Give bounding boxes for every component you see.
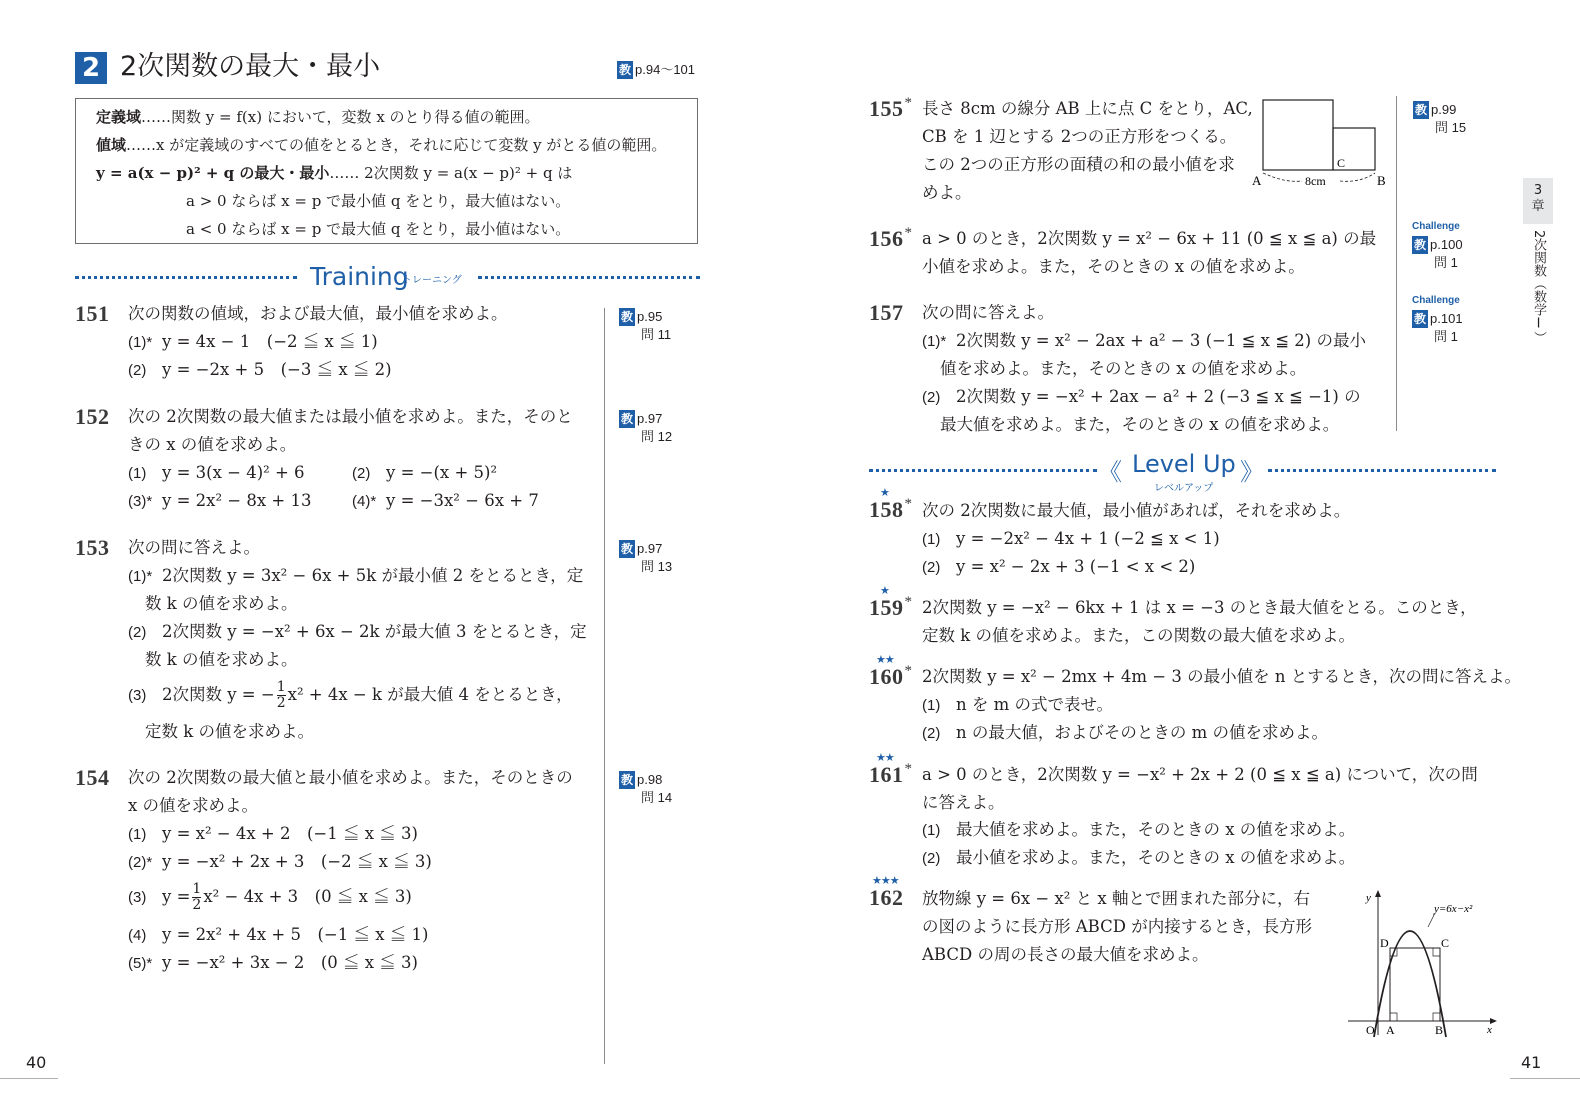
chapter-number: 3章: [1531, 183, 1545, 214]
problem-153-ref: [619, 540, 672, 576]
label-c: C: [1337, 156, 1346, 170]
definition-row: [96, 187, 697, 215]
num-text: 159: [869, 595, 904, 620]
problem-153-text: 次の問に答えよ。: [128, 538, 260, 557]
problem-151-item-1: [128, 328, 378, 357]
item-text: 2次関数 y = 3x² − 6x + 5k が最小値 2 をとるとき，定: [162, 566, 584, 585]
problem-156-text-1: a > 0 のとき，2次関数 y = x² − 6x + 11 (0 ≦ x ≦ a) の最: [922, 229, 1377, 248]
levelup-divider-right: [1268, 469, 1496, 472]
problem-155-number: [869, 96, 913, 122]
section-title: 2次関数の最大・最小: [120, 51, 381, 82]
asterisk: *: [904, 761, 913, 777]
ref-page: p.98: [637, 772, 663, 787]
problem-161-number: [869, 762, 913, 788]
page-number-right: 41: [1521, 1053, 1542, 1072]
textbook-icon: 教: [619, 63, 632, 77]
square-ac: [1263, 100, 1333, 170]
problem-155-line-3: この 2つの正方形の面積の和の最小値を求: [922, 155, 1235, 174]
curve-label-leader: [1428, 913, 1435, 927]
item-text: y = x² − 4x + 2 (−1 ≦ x ≦ 3): [162, 824, 418, 843]
problem-160-text: 2次関数 y = x² − 2mx + 4m − 3 の最小値を n とするとき，次の問に答えよ。: [922, 667, 1522, 686]
item-label: (2)*: [128, 854, 153, 871]
item-text: y = 2x² − 8x + 13: [162, 491, 312, 510]
num-text: 161: [869, 762, 904, 787]
ref-question: 問 12: [641, 429, 673, 444]
page-footer-line-left: [0, 1078, 58, 1079]
ref-question: 問 11: [641, 327, 672, 342]
item-label: (2): [922, 559, 941, 576]
right-column-divider: [1396, 96, 1397, 431]
textbook-icon: 教: [1414, 238, 1427, 252]
item-label: (1): [922, 531, 941, 548]
problem-162-line-3: ABCD の周の長さの最大値を求めよ。: [922, 945, 1209, 964]
num-text: 160: [869, 664, 904, 689]
problem-158-item-1: [922, 525, 1220, 554]
problem-152-item-4: [352, 487, 539, 516]
problem-154-item-1: [128, 820, 418, 849]
problem-154-item-2: [128, 848, 432, 877]
problem-154-number: 154: [75, 765, 110, 790]
item-label: (5)*: [128, 955, 153, 972]
item-label: (2): [128, 362, 147, 379]
def-text: a > 0 ならば x = p で最小値 q をとり，最大値はない。: [186, 192, 571, 210]
origin-label: O: [1366, 1023, 1375, 1037]
x-axis-label: x: [1487, 1024, 1492, 1036]
definition-box: [75, 98, 698, 244]
ref-page: p.97: [637, 411, 663, 426]
right-angle-marks: [1390, 948, 1440, 1021]
problem-161-item-2: [922, 844, 1355, 873]
problem-155-ref: [1413, 101, 1466, 137]
problem-155-line-4: めよ。: [922, 183, 972, 202]
problem-153-item-2-cont: 数 k の値を求めよ。: [145, 650, 298, 669]
item-label: (2): [922, 389, 941, 406]
item-text: y = −x² + 2x + 3 (−2 ≦ x ≦ 3): [162, 852, 432, 871]
problem-158-text: 次の 2次関数に最大値，最小値があれば，それを求めよ。: [922, 501, 1351, 520]
def-term: y = a(x − p)² + q の最大・最小: [96, 164, 330, 182]
item-text: n を m の式で表せ。: [956, 695, 1114, 714]
challenge-tag: Challenge: [1412, 221, 1460, 232]
item-text: 2次関数 y = x² − 2ax + a² − 3 (−1 ≦ x ≦ 2) の最小: [956, 331, 1366, 350]
def-text: ……関数 y = f(x) において，変数 x のとり得る値の範囲。: [141, 108, 540, 126]
def-text: a < 0 ならば x = p で最大値 q をとり，最小値はない。: [186, 220, 571, 238]
item-text: 2次関数 y = −: [162, 685, 275, 704]
problem-151-ref: [619, 308, 671, 344]
problem-155-figure: [1250, 95, 1390, 195]
item-text: y = x² − 2x + 3 (−1 < x < 2): [956, 557, 1196, 576]
ref-question: 問 15: [1435, 120, 1467, 135]
problem-160-number: [869, 664, 913, 690]
textbook-icon: 教: [1414, 312, 1427, 326]
problem-161-difficulty-stars: ★★: [876, 751, 894, 764]
num-text: 156: [869, 226, 904, 251]
item-text: y = −(x + 5)²: [386, 463, 498, 482]
rectangle-abcd: [1390, 948, 1440, 1021]
problem-156-number: [869, 226, 913, 252]
problem-162-difficulty-stars: ★★★: [872, 874, 899, 887]
training-title: Training: [310, 262, 409, 291]
problem-152-item-1: [128, 459, 305, 488]
problem-162-line-1: 放物線 y = 6x − x² と x 軸とで囲まれた部分に，右: [922, 889, 1310, 908]
point-b-label: B: [1435, 1023, 1444, 1037]
problem-161-item-1: [922, 816, 1355, 845]
problem-157-number: 157: [869, 300, 904, 325]
problem-153-number: 153: [75, 535, 110, 560]
problem-153-item-2: [128, 618, 587, 647]
section-number-badge: 2: [75, 52, 107, 84]
left-column-divider: [604, 308, 605, 1064]
problem-154-text-1: 次の 2次関数の最大値と最小値を求めよ。また，そのときの: [128, 768, 573, 787]
num-text: 158: [869, 497, 904, 522]
item-text: y = −2x + 5 (−3 ≦ x ≦ 2): [162, 360, 392, 379]
problem-157-item-2: [922, 383, 1361, 412]
problem-158-difficulty-stars: ★: [880, 486, 889, 499]
problem-157-text: 次の問に答えよ。: [922, 303, 1054, 322]
item-label: (1): [128, 465, 147, 482]
problem-161-text-2: に答えよ。: [922, 793, 1005, 812]
def-term: 値域: [96, 136, 127, 154]
def-text: …… 2次関数 y = a(x − p)² + q は: [329, 164, 573, 182]
problem-154-text-2: x の値を求めよ。: [128, 796, 259, 815]
problem-152-text-2: きの x の値を求めよ。: [128, 435, 297, 454]
item-label: (2): [352, 465, 371, 482]
levelup-title: Level Up: [1132, 450, 1236, 478]
item-label: (2): [922, 725, 941, 742]
problem-161-text-1: a > 0 のとき，2次関数 y = −x² + 2x + 2 (0 ≦ x ≦ a) について，次の問: [922, 765, 1478, 784]
problem-159-number: [869, 595, 913, 621]
problem-152-number: 152: [75, 404, 110, 429]
y-axis-arrow-icon: [1375, 890, 1381, 897]
training-divider-right: [478, 276, 700, 279]
item-label: (3): [128, 687, 147, 704]
point-a-label: A: [1386, 1023, 1395, 1037]
item-label: (1): [128, 826, 147, 843]
problem-162-parabola-figure: [1340, 885, 1505, 1040]
numerator: 1: [276, 679, 286, 695]
page-footer-line-right: [1510, 1078, 1580, 1079]
problem-156-text-2: 小値を求めよ。また，そのときの x の値を求めよ。: [922, 257, 1305, 276]
item-text: y = −2x² − 4x + 1 (−2 ≦ x < 1): [956, 529, 1220, 548]
problem-151-item-2: [128, 356, 392, 385]
item-label: (2): [922, 850, 941, 867]
definition-row: [96, 215, 697, 243]
problem-158-number: [869, 497, 913, 523]
item-label: (2): [128, 624, 147, 641]
ref-page: p.95: [637, 309, 663, 324]
ref-question: 問 14: [641, 790, 673, 805]
item-label: (3): [128, 889, 147, 906]
ref-page: p.100: [1430, 237, 1463, 252]
problem-154-item-4: [128, 921, 428, 950]
item-text: y = 3(x − 4)² + 6: [162, 463, 305, 482]
item-text: y = −x² + 3x − 2 (0 ≦ x ≦ 3): [162, 953, 418, 972]
item-text: y =: [162, 887, 191, 906]
training-subtitle: トレーニング: [402, 275, 462, 286]
problem-153-item-1-cont: 数 k の値を求めよ。: [145, 594, 298, 613]
problem-160-item-1: [922, 691, 1113, 720]
problem-156-ref: [1412, 218, 1463, 272]
fraction: [192, 882, 201, 913]
ref-question: 問 13: [641, 559, 673, 574]
challenge-tag: Challenge: [1412, 295, 1460, 306]
textbook-icon: 教: [621, 412, 634, 426]
curve-label: y=6x−x²: [1434, 903, 1473, 915]
problem-153-item-1: [128, 562, 583, 591]
denominator: 2: [192, 897, 202, 913]
item-label: (1): [922, 822, 941, 839]
item-text: 最小値を求めよ。また，そのときの x の値を求めよ。: [956, 848, 1356, 867]
item-text: y = −3x² − 6x + 7: [386, 491, 539, 510]
section-textbook-ref: [617, 61, 695, 79]
item-text: n の最大値，およびそのときの m の値を求めよ。: [956, 723, 1329, 742]
item-label: (4)*: [352, 493, 377, 510]
numerator: 1: [192, 881, 202, 897]
problem-152-ref: [619, 410, 672, 446]
problem-151-text: 次の関数の値域，および最大値，最小値を求めよ。: [128, 304, 508, 323]
problem-154-ref: [619, 771, 672, 807]
problem-158-item-2: [922, 553, 1195, 582]
problem-160-difficulty-stars: ★★: [876, 653, 894, 666]
item-text: 2次関数 y = −x² + 6x − 2k が最大値 3 をとるとき，定: [162, 622, 587, 641]
problem-152-item-3: [128, 487, 311, 516]
levelup-subtitle: レベルアップ: [1154, 483, 1214, 494]
point-c-label: C: [1441, 936, 1450, 950]
problem-152-item-2: [352, 459, 497, 488]
def-text: ……x が定義域のすべての値をとるとき，それに応じて変数 y がとる値の範囲。: [126, 136, 667, 154]
textbook-icon: 教: [1415, 103, 1428, 117]
levelup-divider-left: [869, 469, 1097, 472]
definition-row: [96, 159, 697, 187]
levelup-chevron-right-icon: 》: [1240, 458, 1264, 486]
levelup-chevron-left-icon: 《: [1098, 458, 1122, 486]
item-label: (4): [128, 927, 147, 944]
problem-154-item-5: [128, 949, 418, 978]
item-label: (1)*: [922, 333, 947, 350]
label-b: B: [1377, 173, 1386, 188]
item-text: 最大値を求めよ。また，そのときの x の値を求めよ。: [956, 820, 1356, 839]
fraction: [277, 680, 286, 711]
item-label: (3)*: [128, 493, 153, 510]
item-text: y = 2x² + 4x + 5 (−1 ≦ x ≦ 1): [162, 925, 429, 944]
textbook-icon: 教: [621, 542, 634, 556]
chapter-title: 2次関数（数学Ⅰ）: [1531, 230, 1546, 345]
ref-question: 問 1: [1434, 255, 1458, 270]
point-d-label: D: [1380, 936, 1389, 950]
label-length: 8cm: [1305, 174, 1326, 188]
item-text: x² − 4x + 3 (0 ≦ x ≦ 3): [203, 887, 412, 906]
problem-159-text-2: 定数 k の値を求めよ。また，この関数の最大値を求めよ。: [922, 626, 1355, 645]
item-label: (1)*: [128, 568, 153, 585]
problem-153-item-3: [128, 680, 573, 711]
item-text: 2次関数 y = −x² + 2ax − a² + 2 (−3 ≦ x ≦ −1) の: [956, 387, 1361, 406]
problem-154-item-3: [128, 882, 412, 913]
ref-question: 問 1: [1434, 329, 1458, 344]
problem-162-line-2: の図のように長方形 ABCD が内接するとき，長方形: [922, 917, 1313, 936]
y-axis-label: y: [1366, 892, 1371, 904]
problem-153-item-3-cont: 定数 k の値を求めよ。: [145, 722, 314, 741]
ref-page: p.97: [637, 541, 663, 556]
problem-155-line-2: CB を 1 辺とする 2つの正方形をつくる。: [922, 127, 1237, 146]
asterisk: *: [904, 594, 913, 610]
item-text: y = 4x − 1 (−2 ≦ x ≦ 1): [162, 332, 378, 351]
item-label: (1)*: [128, 334, 153, 351]
problem-160-item-2: [922, 719, 1328, 748]
problem-151-number: 151: [75, 301, 110, 326]
asterisk: *: [904, 496, 913, 512]
section-ref-pages: p.94〜101: [635, 62, 696, 77]
asterisk: *: [904, 663, 913, 679]
problem-157-item-2-cont: 最大値を求めよ。また，そのときの x の値を求めよ。: [940, 415, 1340, 434]
denominator: 2: [276, 695, 286, 711]
num-text: 155: [869, 96, 904, 121]
problem-159-difficulty-stars: ★: [880, 584, 889, 597]
item-text: x² + 4x − k が最大値 4 をとるとき，: [287, 685, 573, 704]
label-a: A: [1252, 173, 1262, 188]
page-number-left: 40: [26, 1053, 47, 1072]
textbook-icon: 教: [621, 310, 634, 324]
problem-157-item-1: [922, 327, 1366, 356]
asterisk: *: [904, 95, 913, 111]
def-term: 定義域: [96, 108, 142, 126]
problem-157-item-1-cont: 値を求めよ。また，そのときの x の値を求めよ。: [940, 359, 1307, 378]
problem-152-text-1: 次の 2次関数の最大値または最小値を求めよ。また，そのと: [128, 407, 573, 426]
ref-page: p.99: [1431, 102, 1457, 117]
training-divider-left: [75, 276, 297, 279]
problem-157-ref: [1412, 292, 1463, 346]
definition-row: [96, 103, 697, 131]
textbook-icon: 教: [621, 773, 634, 787]
problem-162-number: 162: [869, 885, 904, 910]
problem-155-line-1: 長さ 8cm の線分 AB 上に点 C をとり，AC,: [922, 99, 1253, 118]
problem-159-text-1: 2次関数 y = −x² − 6kx + 1 は x = −3 のとき最大値をとる。このとき，: [922, 598, 1477, 617]
ref-page: p.101: [1430, 311, 1463, 326]
asterisk: *: [904, 225, 913, 241]
definition-row: [96, 131, 697, 159]
item-label: (1): [922, 697, 941, 714]
